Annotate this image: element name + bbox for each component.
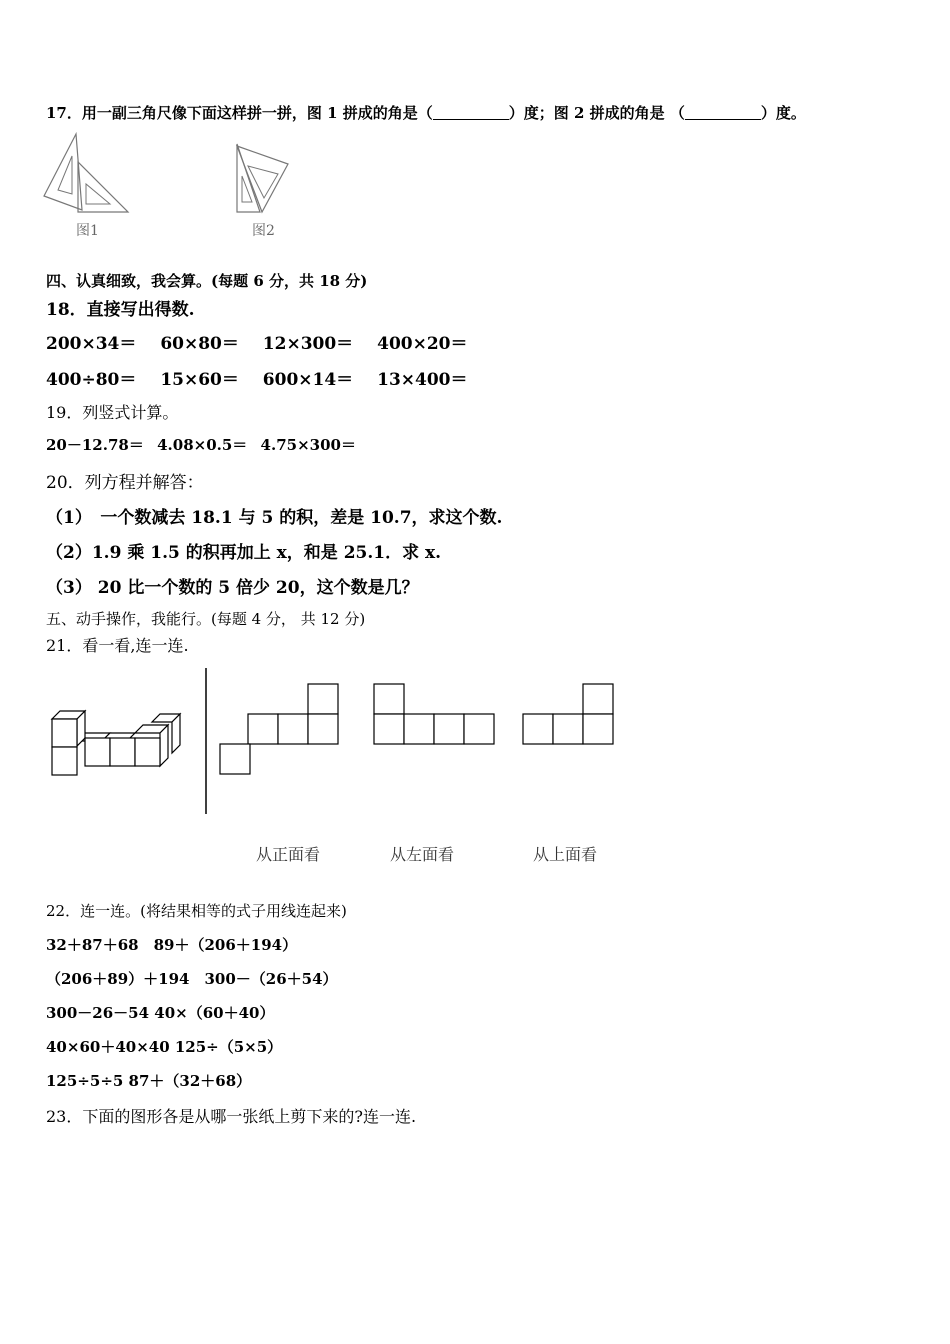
view-label-front: 从正面看 xyxy=(256,845,321,864)
figure-1-label: 图1 xyxy=(76,223,99,239)
q18-item: 13×400＝ xyxy=(377,370,468,390)
q17-text-c: ）度。 xyxy=(760,104,806,122)
q19-item: 4.08×0.5＝ xyxy=(157,436,248,454)
view-shape-1 xyxy=(218,682,342,775)
q18-item: 600×14＝ xyxy=(262,370,354,390)
view-label-left: 从左面看 xyxy=(390,845,455,864)
q18-row-1 xyxy=(46,329,468,354)
q20-part-1: （1） 一个数减去 18.1 与 5 的积，差是 10.7，求这个数. xyxy=(46,508,503,528)
q22-row: 300－26－54 40×（60＋40） xyxy=(46,1004,275,1022)
q20-title: 20．列方程并解答： xyxy=(46,473,204,493)
q19-title: 19．列竖式计算。 xyxy=(46,403,179,422)
view-shape-2 xyxy=(372,682,496,746)
q17-text-a: 17．用一副三角尺像下面这样拼一拼，图 1 拼成的角是（ xyxy=(46,104,433,122)
vertical-divider xyxy=(204,668,208,814)
cube-stack-figure xyxy=(48,710,188,780)
q17-text-b: ）度；图 2 拼成的角是 （ xyxy=(508,104,685,122)
q22-row: 32＋87＋68 89＋（206＋194） xyxy=(46,936,298,954)
q23-title: 23．下面的图形各是从哪一张纸上剪下来的?连一连. xyxy=(46,1107,417,1126)
q19-item: 20－12.78＝ xyxy=(46,436,144,454)
q17-blank-1[interactable] xyxy=(433,105,509,120)
q18-item: 200×34＝ xyxy=(46,334,137,354)
q19-items xyxy=(46,434,356,455)
q17-text xyxy=(46,102,806,123)
q18-item: 60×80＝ xyxy=(160,334,239,354)
q22-title: 22．连一连。(将结果相等的式子用线连起来) xyxy=(46,902,347,920)
q20-part-3: （3） 20 比一个数的 5 倍少 20，这个数是几？ xyxy=(46,578,419,598)
q22-row: 125÷5÷5 87＋（32＋68） xyxy=(46,1072,252,1090)
view-label-top: 从上面看 xyxy=(533,845,598,864)
section-4-title: 四、认真细致，我会算。(每题 6 分，共 18 分) xyxy=(46,272,368,290)
q18-item: 15×60＝ xyxy=(160,370,239,390)
q18-row-2 xyxy=(46,365,468,390)
q20-part-2: （2）1.9 乘 1.5 的积再加上 x，和是 25.1．求 x. xyxy=(46,543,442,563)
figure-1-triangles xyxy=(42,132,137,217)
q22-row: （206＋89）＋194 300－（26＋54） xyxy=(46,970,338,988)
q19-item: 4.75×300＝ xyxy=(260,436,356,454)
q17-blank-2[interactable] xyxy=(685,105,761,120)
q18-title: 18．直接写出得数. xyxy=(46,300,195,320)
view-shape-3 xyxy=(521,682,615,746)
section-5-title: 五、动手操作，我能行。(每题 4 分， 共 12 分) xyxy=(46,610,366,628)
q18-item: 400×20＝ xyxy=(377,334,468,354)
q21-title: 21．看一看,连一连. xyxy=(46,636,189,655)
q18-item: 12×300＝ xyxy=(262,334,354,354)
figure-2-label: 图2 xyxy=(252,223,275,239)
q18-item: 400÷80＝ xyxy=(46,370,137,390)
q22-row: 40×60＋40×40 125÷（5×5） xyxy=(46,1038,283,1056)
figure-2-triangles xyxy=(234,142,294,227)
